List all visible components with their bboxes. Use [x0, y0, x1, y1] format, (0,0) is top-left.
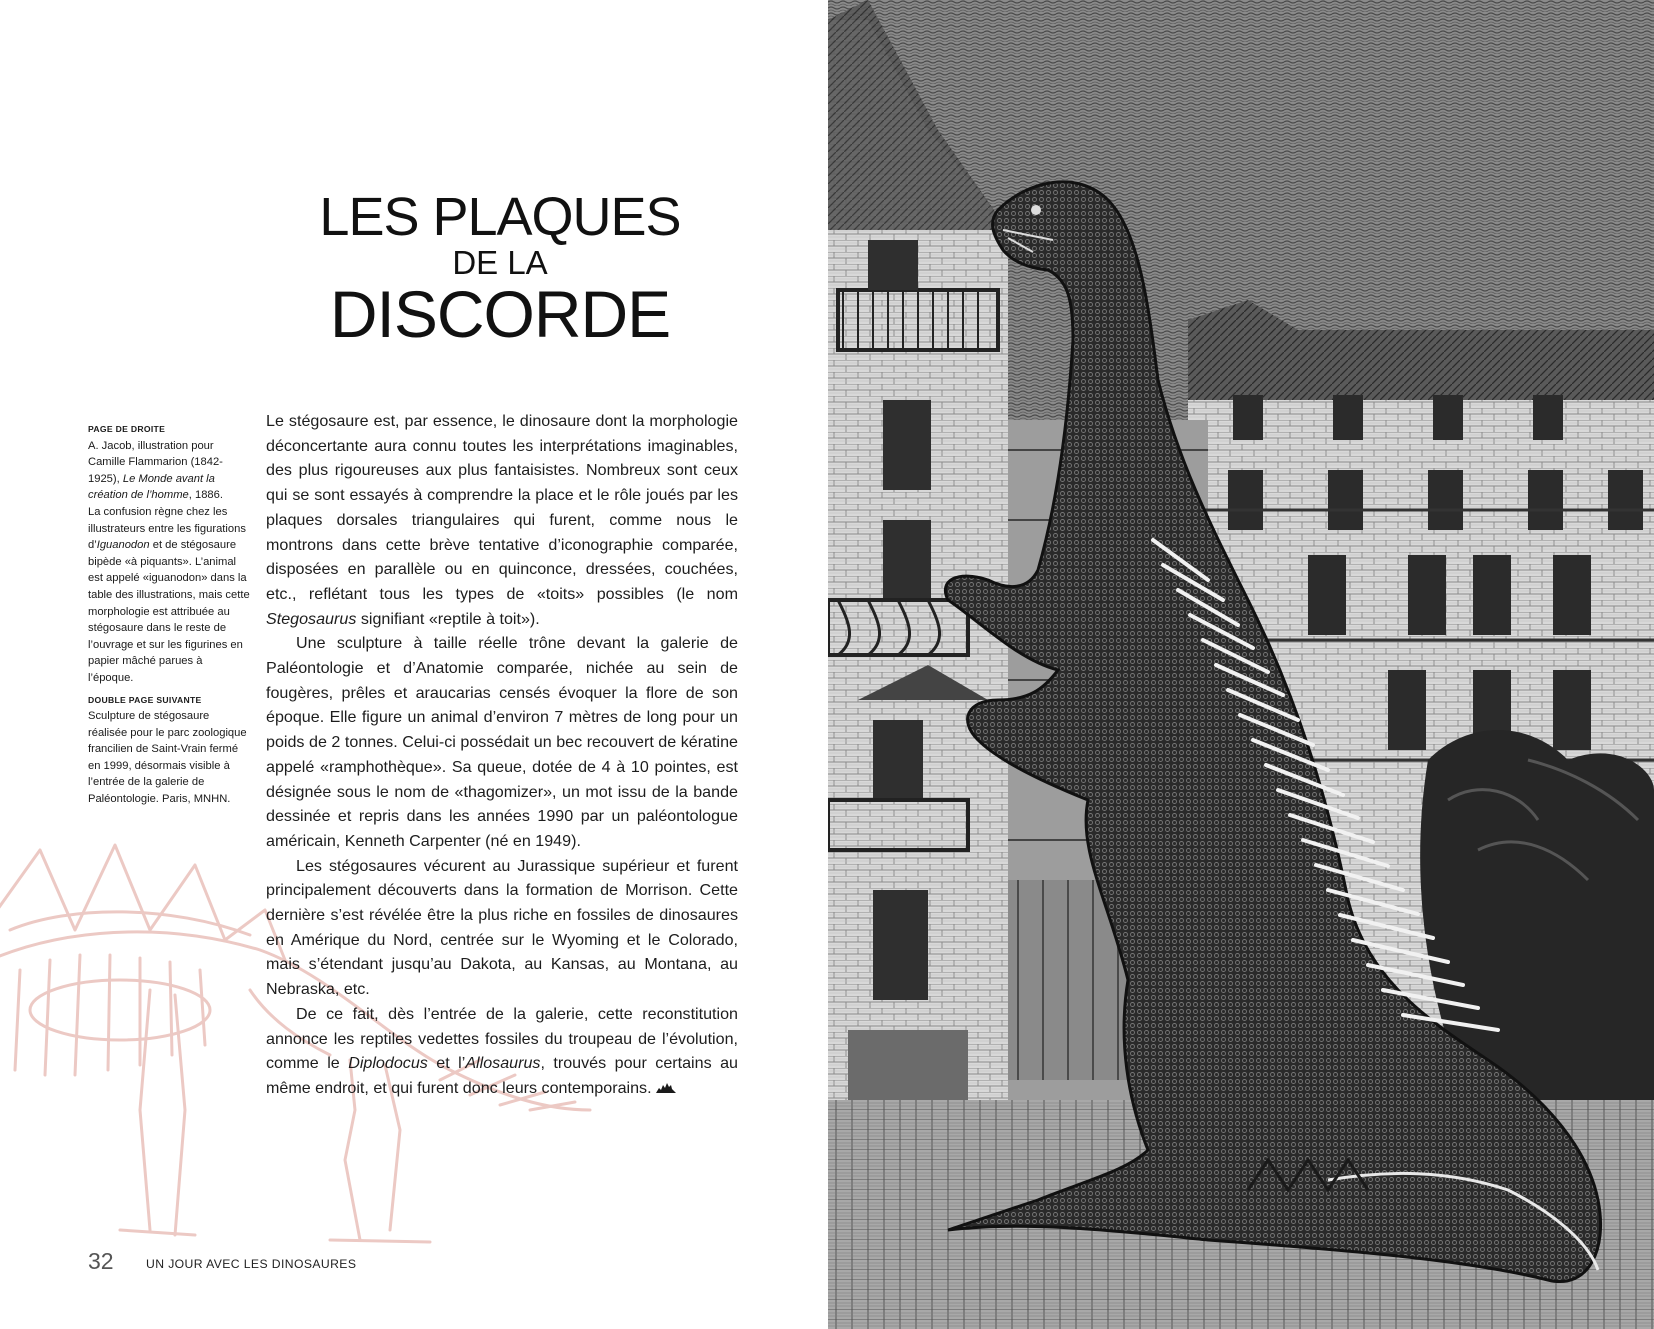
- title-line-3: DISCORDE: [329, 277, 671, 351]
- caption-heading-right-page: PAGE DE DROITE: [88, 424, 166, 434]
- body-p1-taxon: Stegosaurus: [266, 609, 357, 628]
- body-paragraph-4: [266, 1002, 738, 1101]
- body-p1-end: signifiant «reptile à toit»).: [356, 609, 540, 628]
- body-p1-text: Le stégosaure est, par essence, le dinosaure dont la morphologie déconcertante aura connu toutes les interprétations imaginables, des plus rigoureuses aux plus fantaisistes. Nombreux sont ceux qui se sont essayés à comprendre la place et le rôle joués par les plaques dorsales triangulaires qui furent, comme nous le montrons dans cette brève tentative d’iconographie comparée, disposées en parallèle ou en quinconce, dressées, couchées, etc., reflétant tous les types de «toits» possibles (le nom: [266, 412, 738, 603]
- article-body: [266, 409, 738, 1101]
- stegosaurus-end-icon: [656, 1082, 676, 1094]
- body-paragraph-2: Une sculpture à taille réelle trône devant la galerie de Paléontologie et d’Anatomie comparée, nichée au sein de fougères, prêles et araucarias censés évoquer la flore de son époque. Elle figure un animal d’environ 7 mètres de long pour un poids de 2 tonnes. Celui-ci possédait un bec recouvert de kératine appelé «ramphothèque». Sa queue, dotée de 4 à 10 pointes, est désignée sous le nom de «thagomizer», un mot issu de la bande dessinée et repris dans les années 1990 par un paléontologue américain, Kenneth Carpenter (né en 1949).: [266, 634, 738, 850]
- title-line-1: LES PLAQUES: [319, 187, 681, 247]
- title-line-2: DE LA: [452, 244, 548, 281]
- caption-description-start: La confusion règne chez les illustrateurs entre les figurations d’: [88, 505, 246, 552]
- caption-date: , 1886.: [188, 489, 223, 502]
- caption-next-spread-text: Sculpture de stégosaure réalisée pour le parc zoologique francilien de Saint-Vrain fermé en 1999, désormais visible à l’entrée de la galerie de Paléontologie. Paris, MNHN.: [88, 710, 247, 806]
- body-paragraph-1: [266, 409, 738, 631]
- right-page-illustration: [828, 0, 1654, 1329]
- caption-heading-next-spread: DOUBLE PAGE SUIVANTE: [88, 694, 202, 705]
- body-p4-taxon-1: Diplodocus: [348, 1054, 428, 1073]
- caption-right-page-text: [88, 438, 250, 687]
- caption-credit: A. Jacob, illustration pour Camille Flammarion (1842-1925),: [88, 439, 223, 485]
- running-head: UN JOUR AVEC LES DINOSAURES: [146, 1257, 357, 1271]
- engraving-iguanodon-illustration: [828, 0, 1654, 1329]
- body-p4-text: De ce fait, dès l’entrée de la galerie, cette reconstitution annonce les reptiles vedettes fossiles du troupeau de l’évolution, comme le: [266, 1004, 738, 1073]
- body-p4-mid: et l’: [427, 1054, 466, 1073]
- page-number: 32: [88, 1248, 114, 1274]
- body-p4-end: , trouvés pour certains au même endroit, et qui furent donc leurs contemporains.: [266, 1054, 738, 1097]
- caption-taxon: Iguanodon: [96, 539, 150, 552]
- figure-caption: [88, 421, 250, 813]
- caption-book-title: Le Monde avant la création de l’homme: [88, 472, 215, 502]
- page-title: [250, 187, 750, 351]
- body-p4-taxon-2: Allosaurus: [465, 1054, 541, 1073]
- body-paragraph-3: Les stégosaures vécurent au Jurassique supérieur et furent principalement découverts dans la formation de Morrison. Cette dernière s’est révélée être la plus riche en fossiles de dinosaures en Amérique du Nord, centrée sur le Wyoming et le Colorado, mais s’étendant jusqu’au Dakota, au Kansas, au Montana, au Nebraska, etc.: [266, 856, 738, 999]
- caption-description-end: et de stégosaure bipède «à piquants». L’animal est appelé «iguanodon» dans la table des illustrations, mais cette morphologie est attribuée au stégosaure dans le reste de l’ouvrage et sur les figurines en papier mâché parues à l’époque.: [88, 539, 250, 684]
